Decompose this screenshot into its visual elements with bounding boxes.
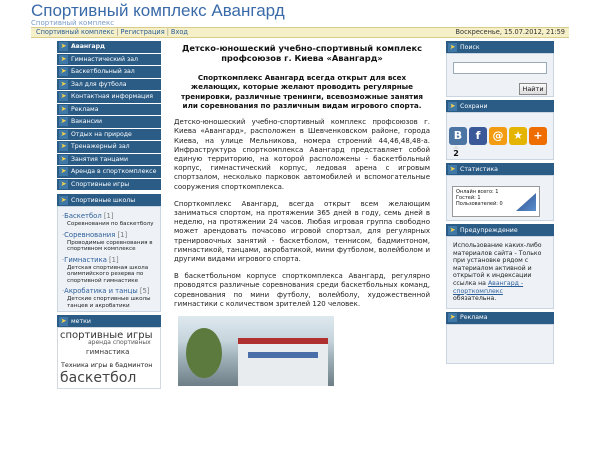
category-count: [5]: [139, 287, 150, 295]
counter-online: Онлайн всего: 1: [456, 189, 499, 195]
menu-item-sports-games[interactable]: [57, 179, 161, 192]
main-menu: [57, 41, 161, 191]
category-item: [62, 212, 157, 220]
article-paragraph: В баскетбольном корпусе спорткомплекса Авангард, регулярно проводятся различные соревнования среди баскетбольных команд, соревнования по мини футболу, волейболу, художественной гимнастики с количеством зрителей 120 человек.: [174, 272, 430, 308]
menu-item-avangard[interactable]: [57, 41, 161, 54]
category-link-basketball[interactable]: Баскетбол: [64, 212, 102, 220]
menu-item-basketball-hall[interactable]: [57, 66, 161, 79]
article-paragraph: Детско-юношеский учебно-спортивный комплекс профсоюзов г. Киева «Авангард», расположен в Шевченковском районе, города Киева, на улице Мельникова, номера строений 44,46,48,48-а. Инфраструктура спорткомплекса Авангард представляет собой единую территорию, на которой расположены - баскетбольный корпус, гимнастический корпус, ледовая арена с игровым спортзалом, несколько парковок автомобилей и вспомогательные сооружения спорткомплекса.: [174, 118, 430, 191]
login-link[interactable]: Вход: [170, 28, 188, 36]
menu-item-football-hall[interactable]: [57, 79, 161, 92]
share-header: [446, 100, 554, 112]
article-lead: Спорткомплекс Авангард всегда открыт для всех желающих, которые желают проводить регулярные тренировки, различные тренинги, всевозможные занятия или соревнования по различным видам игрового спорта.: [181, 73, 423, 110]
menu-item-dance[interactable]: [57, 154, 161, 167]
tag-link[interactable]: спортивные игры: [60, 330, 153, 341]
arrow-icon: ➤: [60, 129, 67, 138]
tags-header: [57, 315, 161, 327]
block-title: метки: [71, 317, 91, 325]
category-count: [1]: [117, 230, 128, 239]
arrow-icon: ➤: [60, 117, 67, 126]
category-item: [62, 287, 157, 295]
menu-item-vacancies[interactable]: [57, 116, 161, 129]
search-button[interactable]: Найти: [519, 83, 547, 95]
schools-list: [57, 206, 161, 312]
photo-building: [238, 338, 328, 386]
stats-block: [446, 175, 554, 221]
tag-link[interactable]: Техника игры в бадминтон: [61, 361, 153, 369]
arrow-icon: ➤: [449, 164, 456, 173]
menu-item-label: Контактная информация: [71, 93, 153, 101]
category-link-competitions[interactable]: Соревнования: [64, 230, 116, 239]
separator: |: [116, 28, 119, 36]
menu-item-advertising[interactable]: [57, 104, 161, 117]
warning-header: [446, 224, 554, 236]
menu-item-label: Вакансии: [71, 118, 103, 126]
bookmark-star-icon[interactable]: ★: [509, 127, 527, 145]
category-count: [1]: [109, 255, 119, 264]
main-content: [174, 43, 430, 386]
stats-header: [446, 163, 554, 175]
tag-link[interactable]: баскетбол: [60, 370, 137, 386]
arrow-icon: ➤: [60, 92, 67, 101]
category-count: [1]: [103, 212, 114, 220]
menu-item-label: Спортивные игры: [71, 180, 130, 188]
ads-block: [446, 324, 554, 364]
warning-block: [446, 236, 554, 309]
search-block: [446, 53, 554, 97]
category-link-gymnastics[interactable]: Гимнастика: [64, 255, 107, 264]
mail-share-icon[interactable]: @: [489, 127, 507, 145]
arrow-icon: ➤: [60, 142, 67, 151]
tag-link[interactable]: гимнастика: [86, 348, 130, 356]
facebook-share-icon[interactable]: f: [469, 127, 487, 145]
site-tagline: Спортивный комплекс: [31, 19, 115, 27]
right-sidebar: [446, 41, 554, 364]
menu-item-label: Занятия танцами: [71, 155, 128, 163]
menu-item-gymnastics-hall[interactable]: [57, 54, 161, 67]
menu-item-label: Отдых на природе: [71, 130, 132, 138]
home-link[interactable]: Спортивный комплекс: [36, 28, 115, 36]
register-link[interactable]: Регистрация: [120, 28, 165, 36]
counter-guests: Гостей: 1: [456, 195, 481, 201]
counter-users: Пользователей: 0: [456, 201, 503, 207]
arrow-icon: ➤: [60, 179, 67, 188]
tag-link[interactable]: аренда спортивных: [88, 339, 151, 346]
warning-link[interactable]: Авангард - спорткомплекс: [453, 279, 524, 295]
bullet-icon: ·: [62, 230, 65, 239]
share-block: [446, 112, 554, 160]
menu-item-label: Реклама: [71, 105, 99, 113]
site-title[interactable]: Спортивный комплекс Авангард: [31, 1, 285, 20]
search-input[interactable]: [453, 62, 547, 74]
arrow-icon: ➤: [60, 316, 67, 325]
bullet-icon: ·: [62, 255, 65, 264]
more-share-icon[interactable]: +: [529, 127, 547, 145]
arrow-icon: ➤: [60, 67, 67, 76]
arrow-icon: ➤: [60, 54, 67, 63]
bullet-icon: ·: [62, 212, 65, 220]
warning-text-end: обязательна.: [453, 295, 497, 303]
building-photo: [178, 316, 334, 386]
separator: |: [166, 28, 169, 36]
menu-item-rent[interactable]: [57, 166, 161, 179]
category-link-acrobatics[interactable]: Акробатика и танцы: [64, 287, 138, 295]
visitor-counter[interactable]: [452, 186, 540, 217]
menu-item-label: Гимнастический зал: [71, 55, 138, 63]
menu-item-gym[interactable]: [57, 141, 161, 154]
current-date: Воскресенье, 15.07.2012, 21:59: [455, 28, 565, 36]
warning-text: Использование каких-либо материалов сайта - Только при установке рядом с материалом активной и открытой к индексации ссылка на: [453, 242, 542, 287]
block-title: Поиск: [460, 43, 480, 51]
block-title: Сохрани: [460, 102, 488, 110]
vk-share-icon[interactable]: В: [449, 127, 467, 145]
arrow-icon: ➤: [60, 42, 67, 51]
arrow-icon: ➤: [60, 104, 67, 113]
article-title: Детско-юношеский учебно-спортивный комплекс профсоюзов г. Киева «Авангард»: [181, 43, 423, 63]
schools-header: [57, 194, 161, 206]
top-links: [36, 28, 188, 37]
ads-header: [446, 312, 554, 324]
menu-item-label: Аренда в спорткомплексе: [71, 168, 157, 176]
arrow-icon: ➤: [60, 154, 67, 163]
menu-item-contacts[interactable]: [57, 91, 161, 104]
tag-cloud: [57, 327, 161, 389]
block-title: Статистика: [460, 165, 498, 173]
share-count: 2: [450, 149, 462, 159]
left-sidebar: [57, 41, 161, 389]
arrow-icon: ➤: [449, 101, 456, 110]
search-header: [446, 41, 554, 53]
menu-item-outdoor[interactable]: [57, 129, 161, 142]
photo-tree: [186, 328, 222, 378]
category-desc: Соревнования по баскетболу: [67, 221, 154, 227]
block-title: Реклама: [460, 314, 488, 322]
bullet-icon: ·: [62, 287, 65, 295]
arrow-icon: ➤: [449, 225, 456, 234]
category-desc: Проводимые соревнования в спортивном комплексе: [67, 239, 153, 252]
menu-item-label: Авангард: [71, 43, 105, 51]
arrow-icon: ➤: [449, 42, 456, 51]
category-item: [62, 231, 157, 239]
category-desc: Детские спортивные школы танцев и акробатики: [67, 296, 151, 309]
menu-item-label: Зал для футбола: [71, 80, 127, 88]
article-paragraph: Спорткомплекс Авангард, всегда открыт всем желающим заниматься спортом, на протяжении 365 дней в году, семь дней в неделю, на протяжении 24 часов. Любая игровая группа свободно может арендовать почасово игровой спортзал, для регулярных тренировочных занятий - баскетболом, теннисом, бадминтоном, гимнастикой, танцами, акробатикой, мини футболом, волейболом и другими видами игрового спорта.: [174, 199, 430, 264]
menu-item-label: Тренажерный зал: [71, 143, 130, 151]
top-bar: [31, 27, 569, 38]
photo-banner: [248, 352, 318, 358]
block-title: Спортивные школы: [71, 196, 136, 204]
arrow-icon: ➤: [449, 313, 456, 322]
menu-item-label: Баскетбольный зал: [71, 68, 135, 76]
arrow-icon: ➤: [60, 195, 67, 204]
arrow-icon: ➤: [60, 79, 67, 88]
category-item: [62, 256, 157, 264]
arrow-icon: ➤: [60, 167, 67, 176]
block-title: Предупреждение: [460, 226, 518, 234]
category-desc: Детская спортивная школа олимпийского резерва по спортивной гимнастике: [67, 264, 149, 284]
